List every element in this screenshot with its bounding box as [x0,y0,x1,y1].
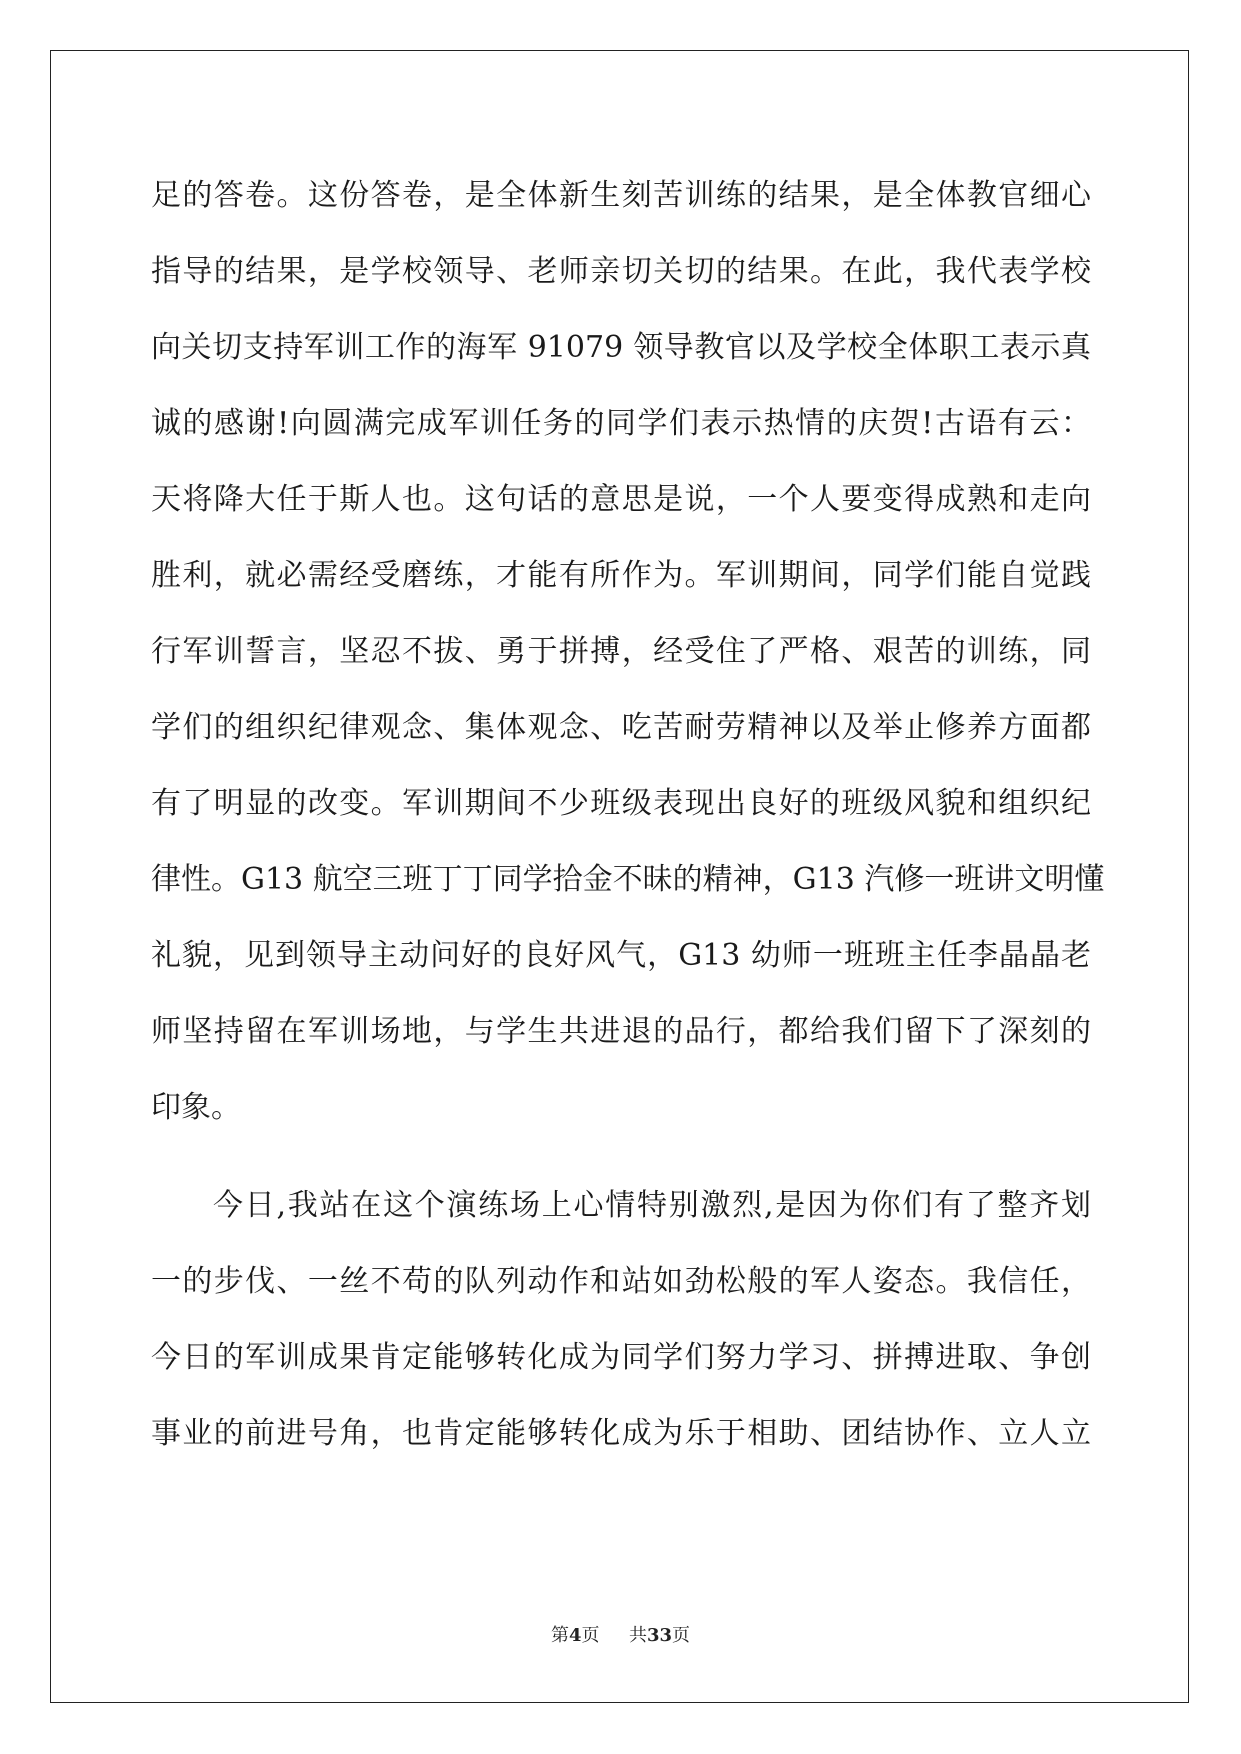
page-number-label [551,1625,605,1646]
text-line: 师坚持留在军训场地，与学生共进退的品行，都给我们留下了深刻的 [151,1014,1091,1049]
text-line: 指导的结果，是学校领导、老师亲切关切的结果。在此，我代表学校 [151,254,1091,289]
footer-page-unit: 页 [581,1625,600,1646]
text-line: 足的答卷。这份答卷，是全体新生刻苦训练的结果，是全体教官细心 [151,178,1091,213]
footer-total-unit: 页 [672,1625,691,1646]
total-page-count: 33 [646,1625,673,1646]
paragraph-1 [151,158,1105,1146]
text-line: 律性。G13 航空三班丁丁同学拾金不昧的精神，G13 汽修一班讲文明懂 [151,862,1105,897]
text-line: 行军训誓言，坚忍不拔、勇于拼搏，经受住了严格、艰苦的训练，同 [151,634,1091,669]
total-pages-label [629,1625,690,1646]
text-line: 事业的前进号角，也肯定能够转化成为乐于相助、团结协作、立人立 [151,1416,1091,1451]
text-line: 诚的感谢!向圆满完成军训任务的同学们表示热情的庆贺!古语有云： [151,406,1091,441]
footer-prefix: 第 [550,1625,569,1646]
text-line: 胜利，就必需经受磨练，才能有所作为。军训期间，同学们能自觉践 [151,558,1091,593]
text-line: 今日的军训成果肯定能够转化成为同学们努力学习、拼搏进取、争创 [151,1340,1091,1375]
text-line: 印象。 [151,1090,241,1125]
text-line: 学们的组织纪律观念、集体观念、吃苦耐劳精神以及举止修养方面都 [151,710,1091,745]
text-line: 礼貌，见到领导主动问好的良好风气，G13 幼师一班班主任李晶晶老 [151,938,1091,973]
paragraph-2 [151,1168,1091,1472]
text-line: 向关切支持军训工作的海军 91079 领导教官以及学校全体职工表示真 [151,330,1091,365]
text-line: 一的步伐、一丝不苟的队列动作和站如劲松般的军人姿态。我信任， [151,1264,1091,1299]
paragraph-spacing [151,1146,1091,1168]
current-page-number: 4 [568,1625,582,1646]
text-line: 天将降大任于斯人也。这句话的意思是说，一个人要变得成熟和走向 [151,482,1091,517]
footer-total-prefix: 共 [628,1625,647,1646]
text-line: 有了明显的改变。军训期间不少班级表现出良好的班级风貌和组织纪 [151,786,1091,821]
text-line: 今日,我站在这个演练场上心情特别激烈,是因为你们有了整齐划 [213,1188,1091,1223]
document-body [151,158,1105,1472]
page-footer [0,1621,1241,1647]
